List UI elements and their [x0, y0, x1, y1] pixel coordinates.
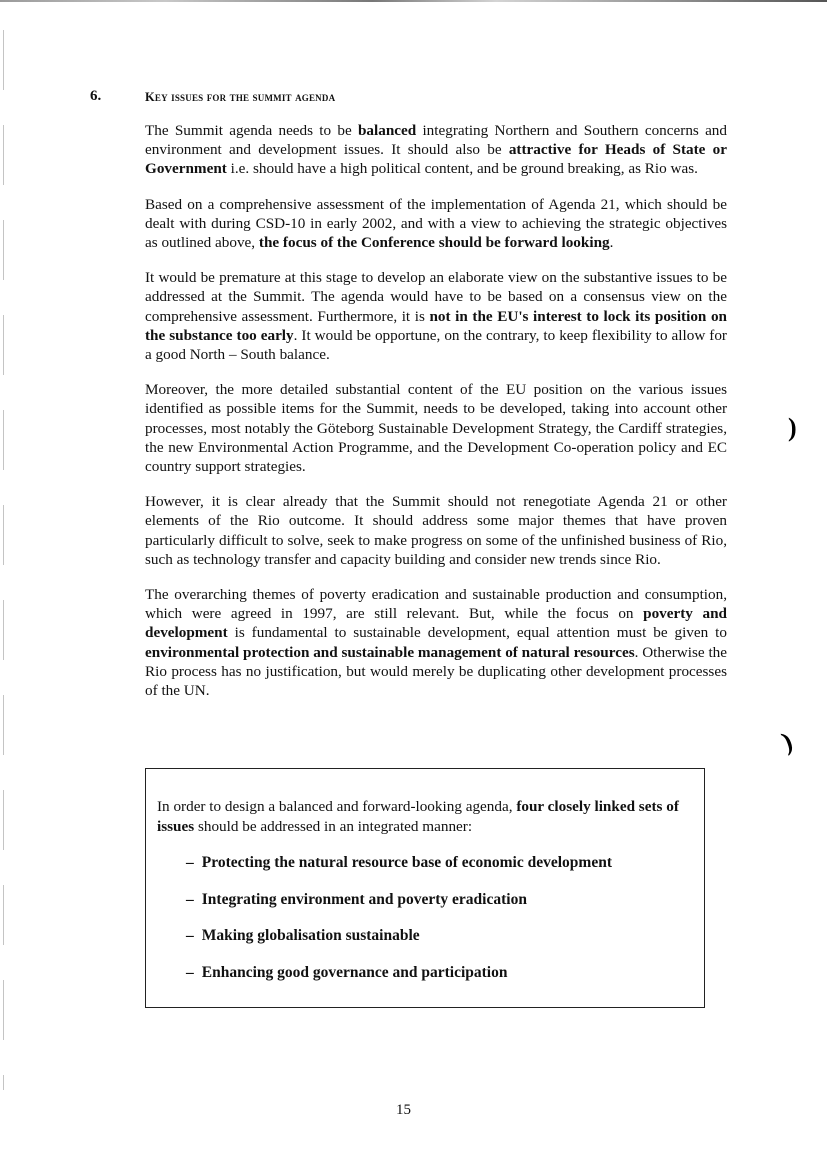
margin-bracket-mark: ) [778, 726, 797, 757]
paragraph-2: Based on a comprehensive assessment of the implementation of Agenda 21, which should be dealt with during CSD-10 in early 2002, and with a view to achieving the strategic objectives as outlined above, the focus of the Conference should be forward looking. [145, 195, 727, 252]
dash-bullet: – [186, 963, 194, 981]
margin-bracket-mark: ) [788, 413, 797, 442]
paragraph-1: The Summit agenda needs to be balanced integrating Northern and Southern concerns and environment and development issues. It should also be attractive for Heads of State or Government i.e. should have a high political content, and be ground breaking, as Rio was. [145, 122, 727, 178]
scan-edge-left [3, 30, 4, 1090]
scan-edge-top [0, 0, 827, 2]
list-item: – Protecting the natural resource base of economic development [186, 854, 612, 871]
box-intro: In order to design a balanced and forward-looking agenda, four closely linked sets of issues should be addressed in an integrated manner: [157, 798, 679, 835]
list-item: – Making globalisation sustainable [186, 927, 420, 944]
list-item: – Integrating environment and poverty eradication [186, 890, 527, 908]
paragraph-3: It would be premature at this stage to develop an elaborate view on the substantive issues to be addressed at the Summit. The agenda would have to be based on a consensus view on the comprehensive assessment. Furthermore, it is not in the EU's interest to lock its position on the substance too early. It would be opportune, on the contrary, to keep flexibility to allow for a good North – South balance. [145, 269, 727, 364]
paragraph-5: However, it is clear already that the Summit should not renegotiate Agenda 21 or other elements of the Rio outcome. It should address some major themes that have proven particularly difficult to solve, seek to make progress on some of the unfinished business of Rio, such as technology transfer and capacity building and consider new trends since Rio. [145, 493, 727, 568]
body-text [145, 121, 727, 716]
key-issues-box [145, 768, 705, 1008]
section-title: Key issues for the summit agenda [145, 90, 336, 104]
dash-bullet: – [186, 890, 194, 908]
issue-list [186, 853, 612, 999]
page-number: 15 [396, 1102, 411, 1118]
list-item: – Enhancing good governance and participation [186, 963, 508, 981]
section-number: 6. [90, 88, 102, 104]
paragraph-6: The overarching themes of poverty eradication and sustainable production and consumption, which were agreed in 1997, are still relevant. But, while the focus on poverty and development is fundamental to sustainable development, equal attention must be given to environmental protection and sustainable management of natural resources. Otherwise the Rio process has no justification, but would merely be duplicating other development processes of the UN. [145, 586, 727, 700]
dash-bullet: – [186, 927, 194, 944]
dash-bullet: – [186, 854, 194, 871]
paragraph-4: Moreover, the more detailed substantial content of the EU position on the various issues identified as possible items for the Summit, needs to be developed, taking into account other processes, most notably the Göteborg Sustainable Development Strategy, the Cardiff strategies, the new Environmental Action Programme, and the Development Co-operation policy and EC country support strategies. [145, 381, 727, 476]
